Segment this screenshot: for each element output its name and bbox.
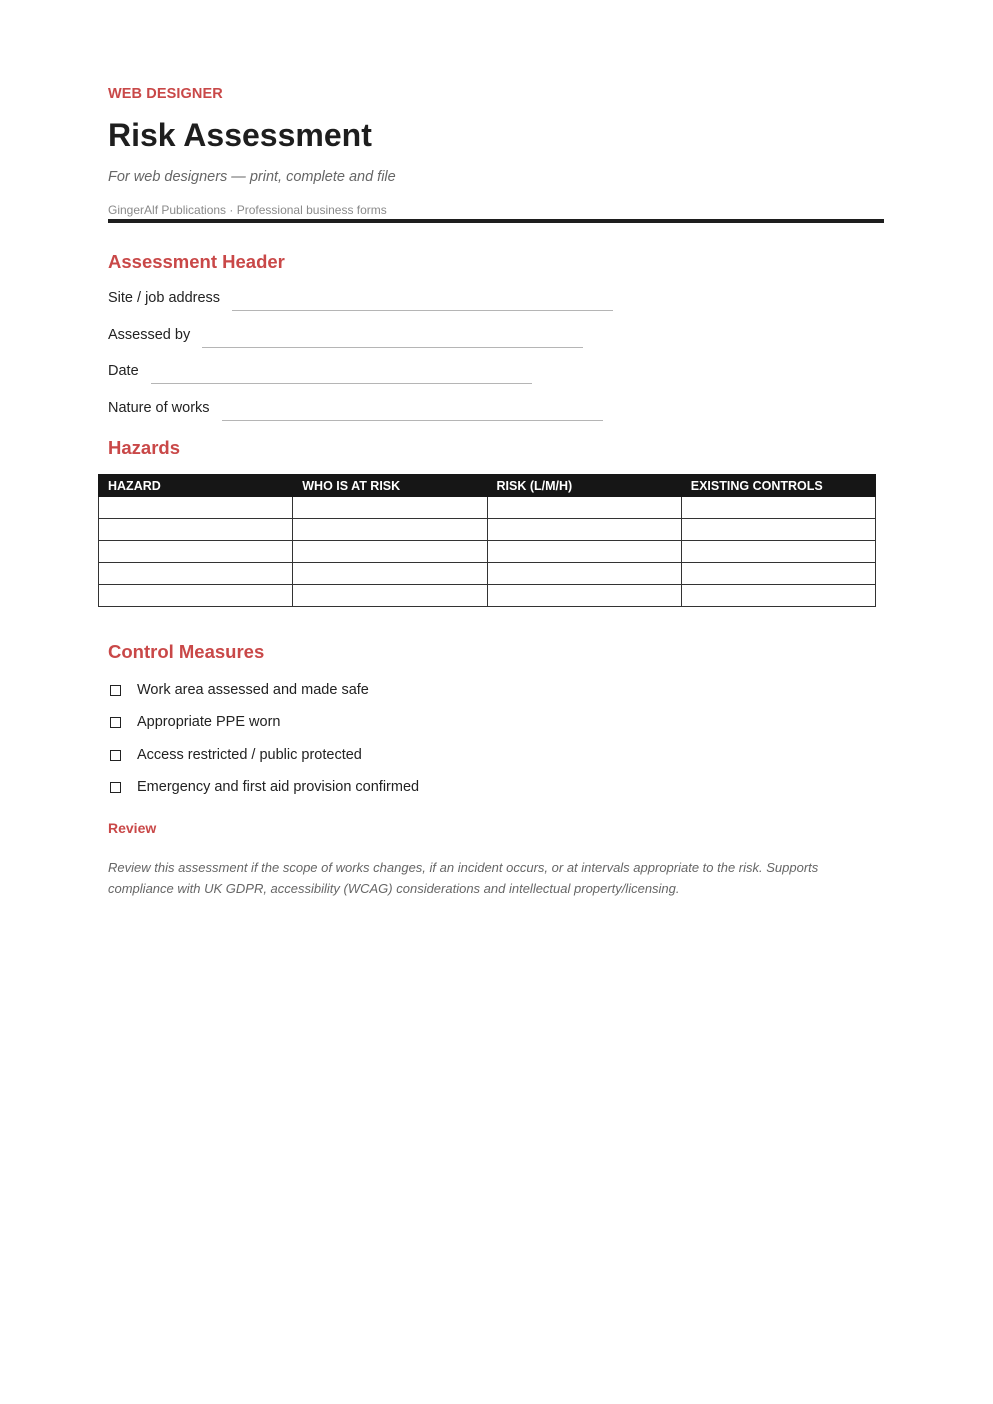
control-item-label: Emergency and first aid provision confirmed xyxy=(137,779,420,795)
table-cell[interactable] xyxy=(681,585,875,607)
table-cell[interactable] xyxy=(293,541,487,563)
table-cell[interactable] xyxy=(99,519,293,541)
control-item-label: Appropriate PPE worn xyxy=(137,714,281,730)
column-header-who-at-risk: WHO IS AT RISK xyxy=(293,475,487,497)
nature-of-works-label: Nature of works xyxy=(108,400,210,416)
review-heading: Review xyxy=(108,820,157,836)
table-row xyxy=(99,563,876,585)
site-address-input-line[interactable] xyxy=(232,309,613,311)
nature-of-works-field[interactable] xyxy=(108,400,603,416)
date-input-line[interactable] xyxy=(151,382,532,384)
control-measures-heading: Control Measures xyxy=(108,641,265,662)
checkbox[interactable] xyxy=(110,750,121,761)
assessment-header-heading: Assessment Header xyxy=(108,251,285,272)
table-cell[interactable] xyxy=(99,497,293,519)
control-item-ppe[interactable] xyxy=(108,714,280,730)
table-cell[interactable] xyxy=(99,541,293,563)
table-cell[interactable] xyxy=(99,563,293,585)
publisher-line: GingerAlf Publications · Professional business forms xyxy=(108,203,387,217)
control-item-label: Access restricted / public protected xyxy=(137,747,362,763)
table-cell[interactable] xyxy=(681,563,875,585)
date-label: Date xyxy=(108,363,139,379)
review-text: Review this assessment if the scope of works changes, if an incident occurs, or at intervals appropriate to the risk. Supports compliance with UK GDPR, accessibility (WCAG) considerations and intellectual property/licensing. xyxy=(108,860,819,896)
table-cell[interactable] xyxy=(293,585,487,607)
table-cell[interactable] xyxy=(99,585,293,607)
assessed-by-label: Assessed by xyxy=(108,327,191,343)
table-cell[interactable] xyxy=(487,585,681,607)
page-title: Risk Assessment xyxy=(108,117,372,153)
assessed-by-input-line[interactable] xyxy=(202,346,583,348)
control-item-access-restricted[interactable] xyxy=(108,747,362,763)
page-subtitle: For web designers — print, complete and file xyxy=(108,169,396,185)
column-header-risk-level: RISK (L/M/H) xyxy=(487,475,681,497)
assessed-by-field[interactable] xyxy=(108,327,583,343)
table-row xyxy=(99,541,876,563)
checkbox[interactable] xyxy=(110,685,121,696)
control-item-work-area[interactable] xyxy=(108,682,369,698)
table-cell[interactable] xyxy=(487,497,681,519)
site-address-field[interactable] xyxy=(108,290,613,306)
table-cell[interactable] xyxy=(293,497,487,519)
table-cell[interactable] xyxy=(681,541,875,563)
table-cell[interactable] xyxy=(681,497,875,519)
control-item-emergency[interactable] xyxy=(108,779,419,795)
checkbox[interactable] xyxy=(110,782,121,793)
form-category: WEB DESIGNER xyxy=(108,86,223,102)
nature-of-works-input-line[interactable] xyxy=(222,419,603,421)
site-address-label: Site / job address xyxy=(108,290,221,306)
table-header-row xyxy=(99,475,876,497)
header-divider xyxy=(108,219,884,223)
table-cell[interactable] xyxy=(293,563,487,585)
checkbox[interactable] xyxy=(110,717,121,728)
table-cell[interactable] xyxy=(487,541,681,563)
hazards-table xyxy=(98,474,876,607)
control-item-label: Work area assessed and made safe xyxy=(137,682,369,698)
table-row xyxy=(99,585,876,607)
table-row xyxy=(99,497,876,519)
table-cell[interactable] xyxy=(293,519,487,541)
table-cell[interactable] xyxy=(487,563,681,585)
table-row xyxy=(99,519,876,541)
column-header-hazard: HAZARD xyxy=(99,475,293,497)
hazards-heading: Hazards xyxy=(108,437,180,458)
date-field[interactable] xyxy=(108,363,532,379)
table-cell[interactable] xyxy=(487,519,681,541)
table-cell[interactable] xyxy=(681,519,875,541)
column-header-existing-controls: EXISTING CONTROLS xyxy=(681,475,875,497)
